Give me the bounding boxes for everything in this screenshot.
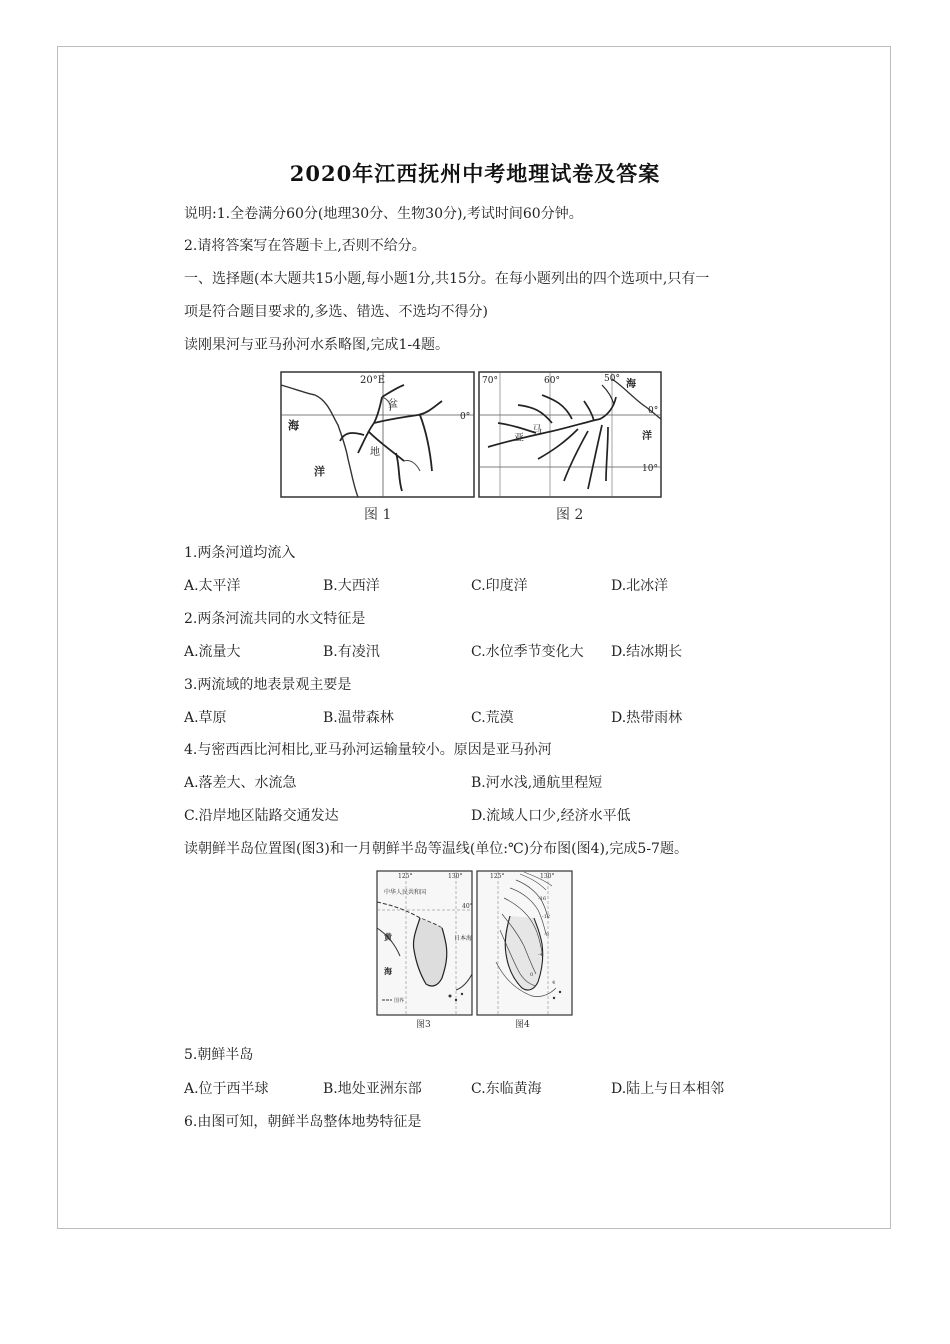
fig3-lon-right-label: 130°	[448, 873, 463, 880]
question-1-option-c: C.印度洋	[471, 578, 528, 594]
fig2-sea-label: 海	[626, 379, 636, 390]
fig3-lon-left-label: 125°	[398, 873, 413, 880]
fig4-lon-left-label: 125°	[490, 873, 505, 880]
figure-2-amazon-map	[478, 371, 662, 502]
fig2-lon50-label: 50°	[604, 374, 620, 384]
fig2-equator-label: 0°	[648, 406, 659, 416]
question-4-option-b: B.河水浅,通航里程短	[471, 775, 603, 791]
fig2-ocean-label: 洋	[642, 431, 652, 442]
fig3-japan-sea-label: 日本海	[454, 935, 473, 942]
question-5-option-c: C.东临黄海	[471, 1081, 542, 1097]
question-5-option-b: B.地处亚洲东部	[323, 1081, 422, 1097]
paper-title: 2020年江西抚州中考地理试卷及答案	[289, 161, 661, 186]
fig1-basin-label: 盆	[388, 399, 398, 410]
question-4-option-d: D.流域人口少,经济水平低	[471, 808, 631, 824]
question-2-option-d: D.结冰期长	[611, 644, 683, 660]
figure-4-caption: 图4	[515, 1020, 530, 1030]
question-5-option-d: D.陆上与日本相邻	[611, 1081, 725, 1097]
question-2-stem: 2.两条河流共同的水文特征是	[184, 611, 366, 627]
fig2-ya-label: 亚	[514, 433, 524, 444]
fig4-iso-label: 0	[530, 972, 534, 978]
intro-note-2: 2.请将答案写在答题卡上,否则不给分。	[184, 238, 426, 254]
question-3-option-d: D.热带雨林	[611, 710, 683, 726]
section-heading-line-2: 项是符合题目要求的,多选、错选、不选均不得分)	[184, 304, 488, 320]
question-1-option-d: D.北冰洋	[611, 578, 669, 594]
figure-3-caption: 图3	[416, 1020, 431, 1030]
question-3-option-b: B.温带森林	[323, 710, 394, 726]
fig1-land-label: 地	[370, 447, 380, 458]
fig2-lon70-label: 70°	[482, 376, 498, 386]
reading-prompt-2: 读朝鲜半岛位置图(图3)和一月朝鲜半岛等温线(单位:℃)分布图(图4),完成5-7题。	[184, 841, 688, 857]
question-5-stem: 5.朝鲜半岛	[184, 1047, 254, 1063]
fig4-iso-label: -8	[544, 932, 549, 938]
question-6-stem: 6.由图可知，朝鲜半岛整体地势特征是	[184, 1114, 422, 1130]
fig4-iso-label: 4	[552, 980, 556, 986]
fig4-iso-label: -4	[538, 952, 543, 958]
section-heading-line-1: 一、选择题(本大题共15小题,每小题1分,共15分。在每小题列出的四个选项中,只有一	[184, 271, 710, 287]
fig4-lon-right-label: 130°	[540, 873, 555, 880]
fig2-lat10-label: 10°	[642, 464, 658, 474]
fig3-china-label: 中华人民共和国	[384, 889, 427, 896]
fig1-sea-label: 海	[288, 419, 299, 432]
figure-4-isotherm-map	[476, 870, 573, 1020]
fig3-yellow-label: 黄	[384, 932, 392, 942]
question-1-option-a: A.太平洋	[184, 578, 241, 594]
question-1-stem: 1.两条河道均流入	[184, 545, 296, 561]
question-5-option-a: A.位于西半球	[184, 1081, 269, 1097]
question-3-option-a: A.草原	[184, 710, 227, 726]
figure-3-korea-location-map	[376, 870, 473, 1020]
fig1-ocean-label: 洋	[314, 465, 325, 478]
fig3-legend-label: 国界	[394, 998, 405, 1004]
fig2-ma-label: 马	[532, 425, 542, 436]
fig3-lat-label: 40°	[462, 903, 473, 910]
question-3-option-c: C.荒漠	[471, 710, 514, 726]
intro-note-1: 说明:1.全卷满分60分(地理30分、生物30分),考试时间60分钟。	[184, 206, 583, 222]
fig1-equator-label: 0°	[460, 412, 471, 422]
question-4-option-c: C.沿岸地区陆路交通发达	[184, 808, 339, 824]
fig2-lon60-label: 60°	[544, 376, 560, 386]
question-2-option-a: A.流量大	[184, 644, 241, 660]
question-2-option-c: C.水位季节变化大	[471, 644, 584, 660]
figure-1-caption: 图 1	[364, 507, 392, 523]
question-3-stem: 3.两流域的地表景观主要是	[184, 677, 352, 693]
fig1-longitude-label: 20°E	[360, 375, 386, 386]
fig3-sea-label: 海	[384, 966, 392, 976]
question-4-option-a: A.落差大、水流急	[184, 775, 297, 791]
figure-1-congo-map	[280, 371, 475, 502]
fig4-iso-label: -16	[538, 896, 547, 902]
figure-2-caption: 图 2	[556, 507, 584, 523]
paper-sheet	[57, 46, 891, 1229]
question-1-option-b: B.大西洋	[323, 578, 380, 594]
question-4-stem: 4.与密西西比河相比,亚马孙河运输量较小。原因是亚马孙河	[184, 742, 552, 758]
reading-prompt-1: 读刚果河与亚马孙河水系略图,完成1-4题。	[184, 337, 449, 353]
question-2-option-b: B.有凌汛	[323, 644, 380, 660]
fig4-iso-label: -12	[542, 914, 551, 920]
